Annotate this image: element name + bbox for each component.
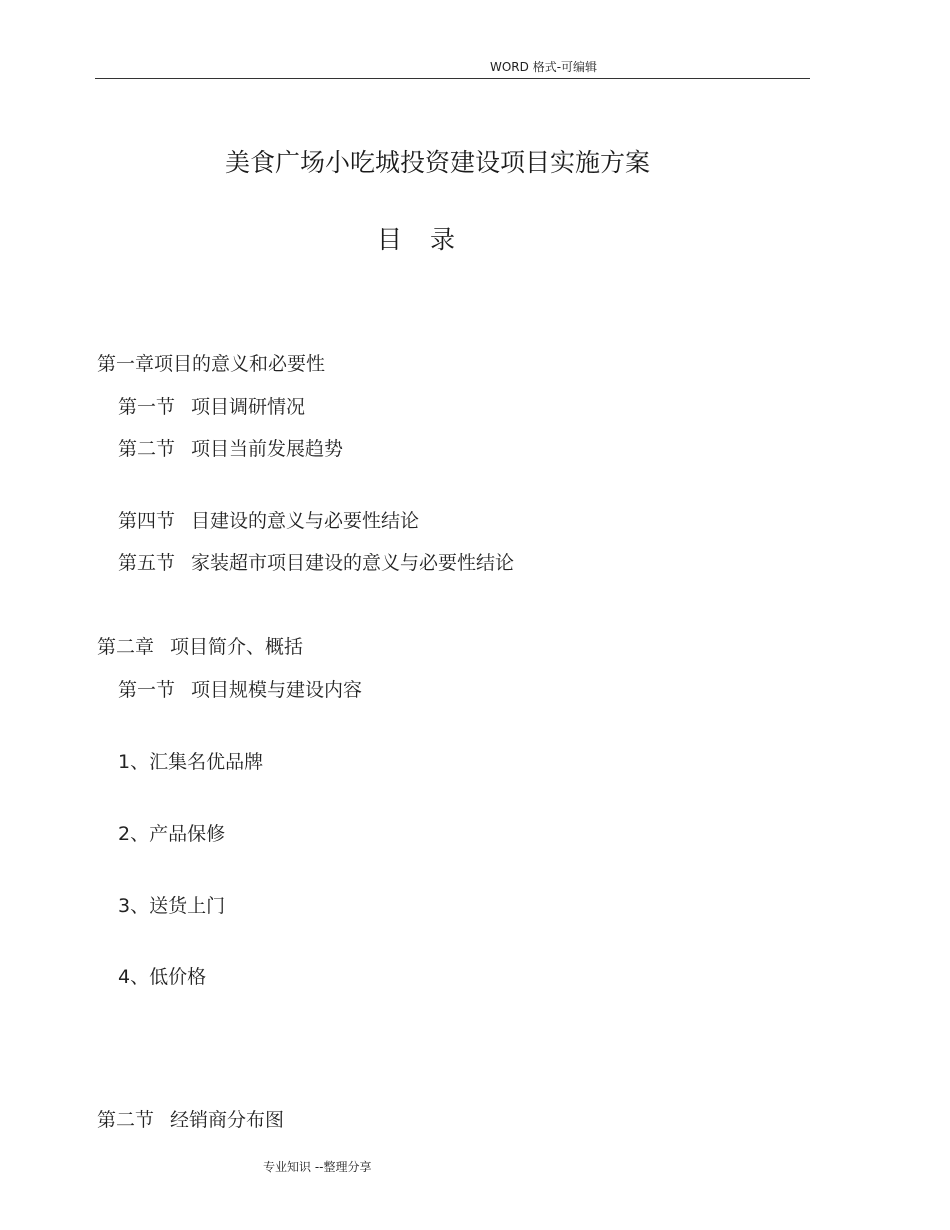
toc-chapter-1[interactable]: [97, 349, 325, 376]
toc-chapter-title: 项目简介、概括: [170, 636, 304, 658]
toc-section-label: 第二节: [118, 438, 176, 460]
toc-section-2-2[interactable]: [97, 1105, 284, 1132]
toc-section-1-1[interactable]: [118, 392, 305, 419]
toc-section-title: 经销商分布图: [170, 1109, 285, 1131]
toc-section-1-2[interactable]: [118, 434, 343, 461]
toc-section-2-1[interactable]: [118, 675, 362, 702]
toc-chapter-label: 第二章: [97, 636, 155, 658]
header-divider: [95, 78, 810, 79]
toc-section-1-4[interactable]: [118, 506, 419, 533]
toc-item-1[interactable]: 1、汇集名优品牌: [118, 751, 264, 773]
page-header-text: WORD 格式-可编辑: [490, 60, 598, 74]
page-footer-text: 专业知识 --整理分享: [263, 1160, 372, 1174]
toc-heading: 目录: [376, 225, 483, 254]
document-title: 美食广场小吃城投资建设项目实施方案: [224, 148, 650, 177]
toc-item-2[interactable]: 2、产品保修: [118, 823, 226, 845]
toc-section-label: 第一节: [118, 679, 176, 701]
toc-section-title: 项目规模与建设内容: [191, 679, 363, 701]
toc-section-title: 项目当前发展趋势: [191, 438, 344, 460]
toc-section-label: 第四节: [118, 510, 176, 532]
toc-section-label: 第五节: [118, 552, 176, 574]
toc-section-title: 项目调研情况: [191, 396, 306, 418]
toc-item-3[interactable]: 3、送货上门: [118, 895, 226, 917]
toc-section-label: 第二节: [97, 1109, 155, 1131]
toc-section-1-5[interactable]: [118, 548, 514, 575]
toc-section-title: 目建设的意义与必要性结论: [191, 510, 420, 532]
toc-section-title: 家装超市项目建设的意义与必要性结论: [191, 552, 515, 574]
toc-section-label: 第一节: [118, 396, 176, 418]
toc-item-4[interactable]: 4、低价格: [118, 966, 207, 988]
toc-chapter-2[interactable]: [97, 632, 303, 659]
toc-chapter-title: 第一章项目的意义和必要性: [97, 353, 326, 375]
